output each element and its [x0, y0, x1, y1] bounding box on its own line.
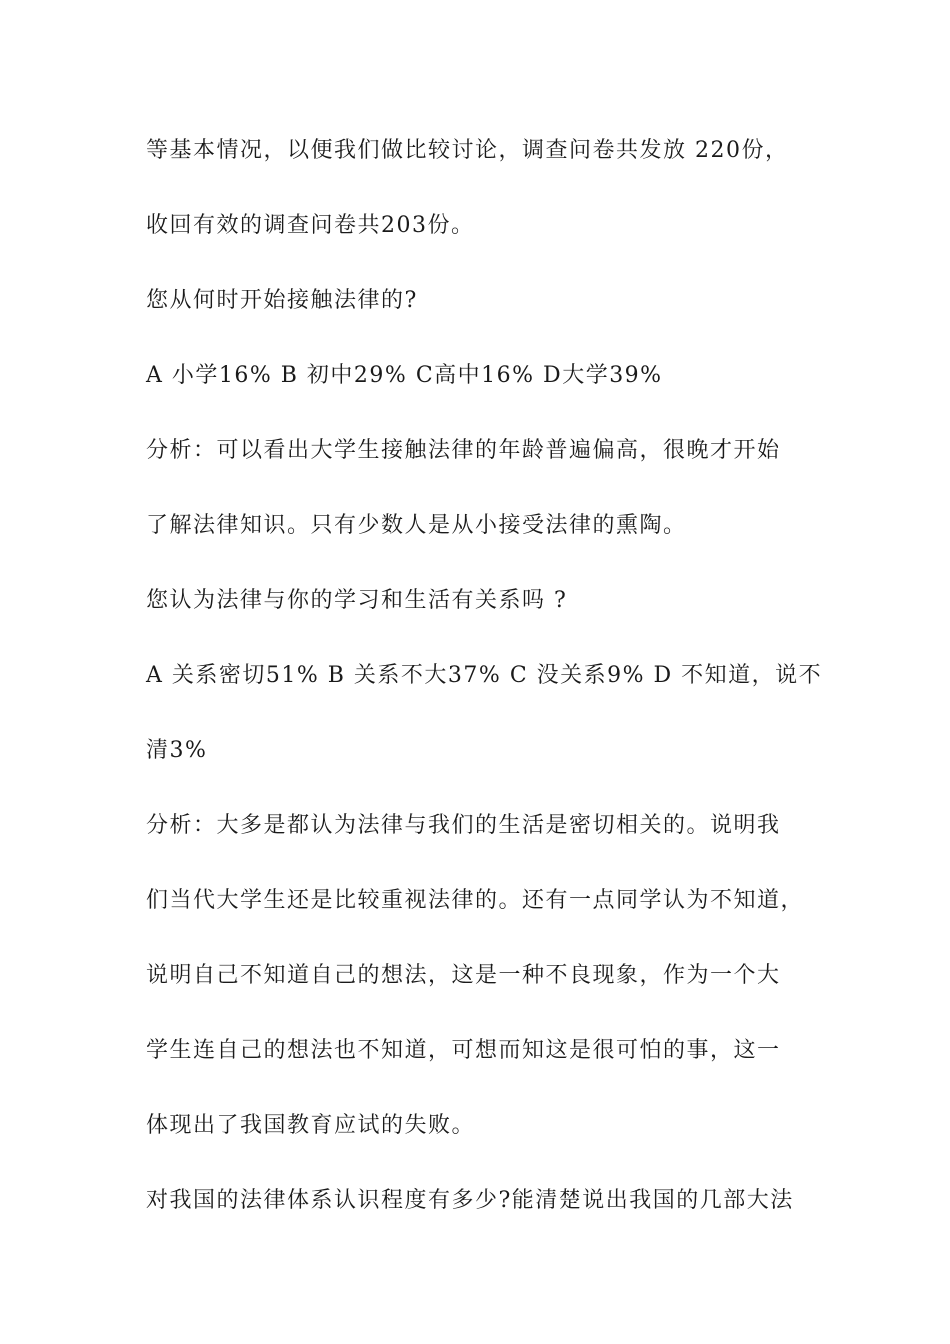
answer-options-line: A 关系密切51% B 关系不大37% C 没关系9% D 不知道，说不	[146, 663, 823, 688]
analysis-line: 分析：大多是都认为法律与我们的生活是密切相关的。说明我	[146, 813, 781, 838]
answer-options-line: A 小学16% B 初中29% C高中16% D大学39%	[146, 363, 663, 388]
text-line: 收回有效的调查问卷共203份。	[146, 213, 475, 238]
text-line: 说明自己不知道自己的想法，这是一种不良现象，作为一个大	[146, 963, 781, 988]
text-line: 清3%	[146, 738, 208, 763]
analysis-line: 分析：可以看出大学生接触法律的年龄普遍偏高，很晚才开始	[146, 438, 781, 463]
question-line: 对我国的法律体系认识程度有多少?能清楚说出我国的几部大法	[146, 1188, 794, 1213]
question-line: 您从何时开始接触法律的?	[146, 288, 418, 313]
text-line: 等基本情况，以便我们做比较讨论，调查问卷共发放 220份，	[146, 138, 789, 163]
text-line: 学生连自己的想法也不知道，可想而知这是很可怕的事，这一	[146, 1038, 781, 1063]
text-line: 们当代大学生还是比较重视法律的。还有一点同学认为不知道，	[146, 888, 805, 913]
text-line: 了解法律知识。只有少数人是从小接受法律的熏陶。	[146, 513, 687, 538]
text-line: 体现出了我国教育应试的失败。	[146, 1113, 476, 1138]
question-line: 您认为法律与你的学习和生活有关系吗 ?	[146, 588, 568, 613]
